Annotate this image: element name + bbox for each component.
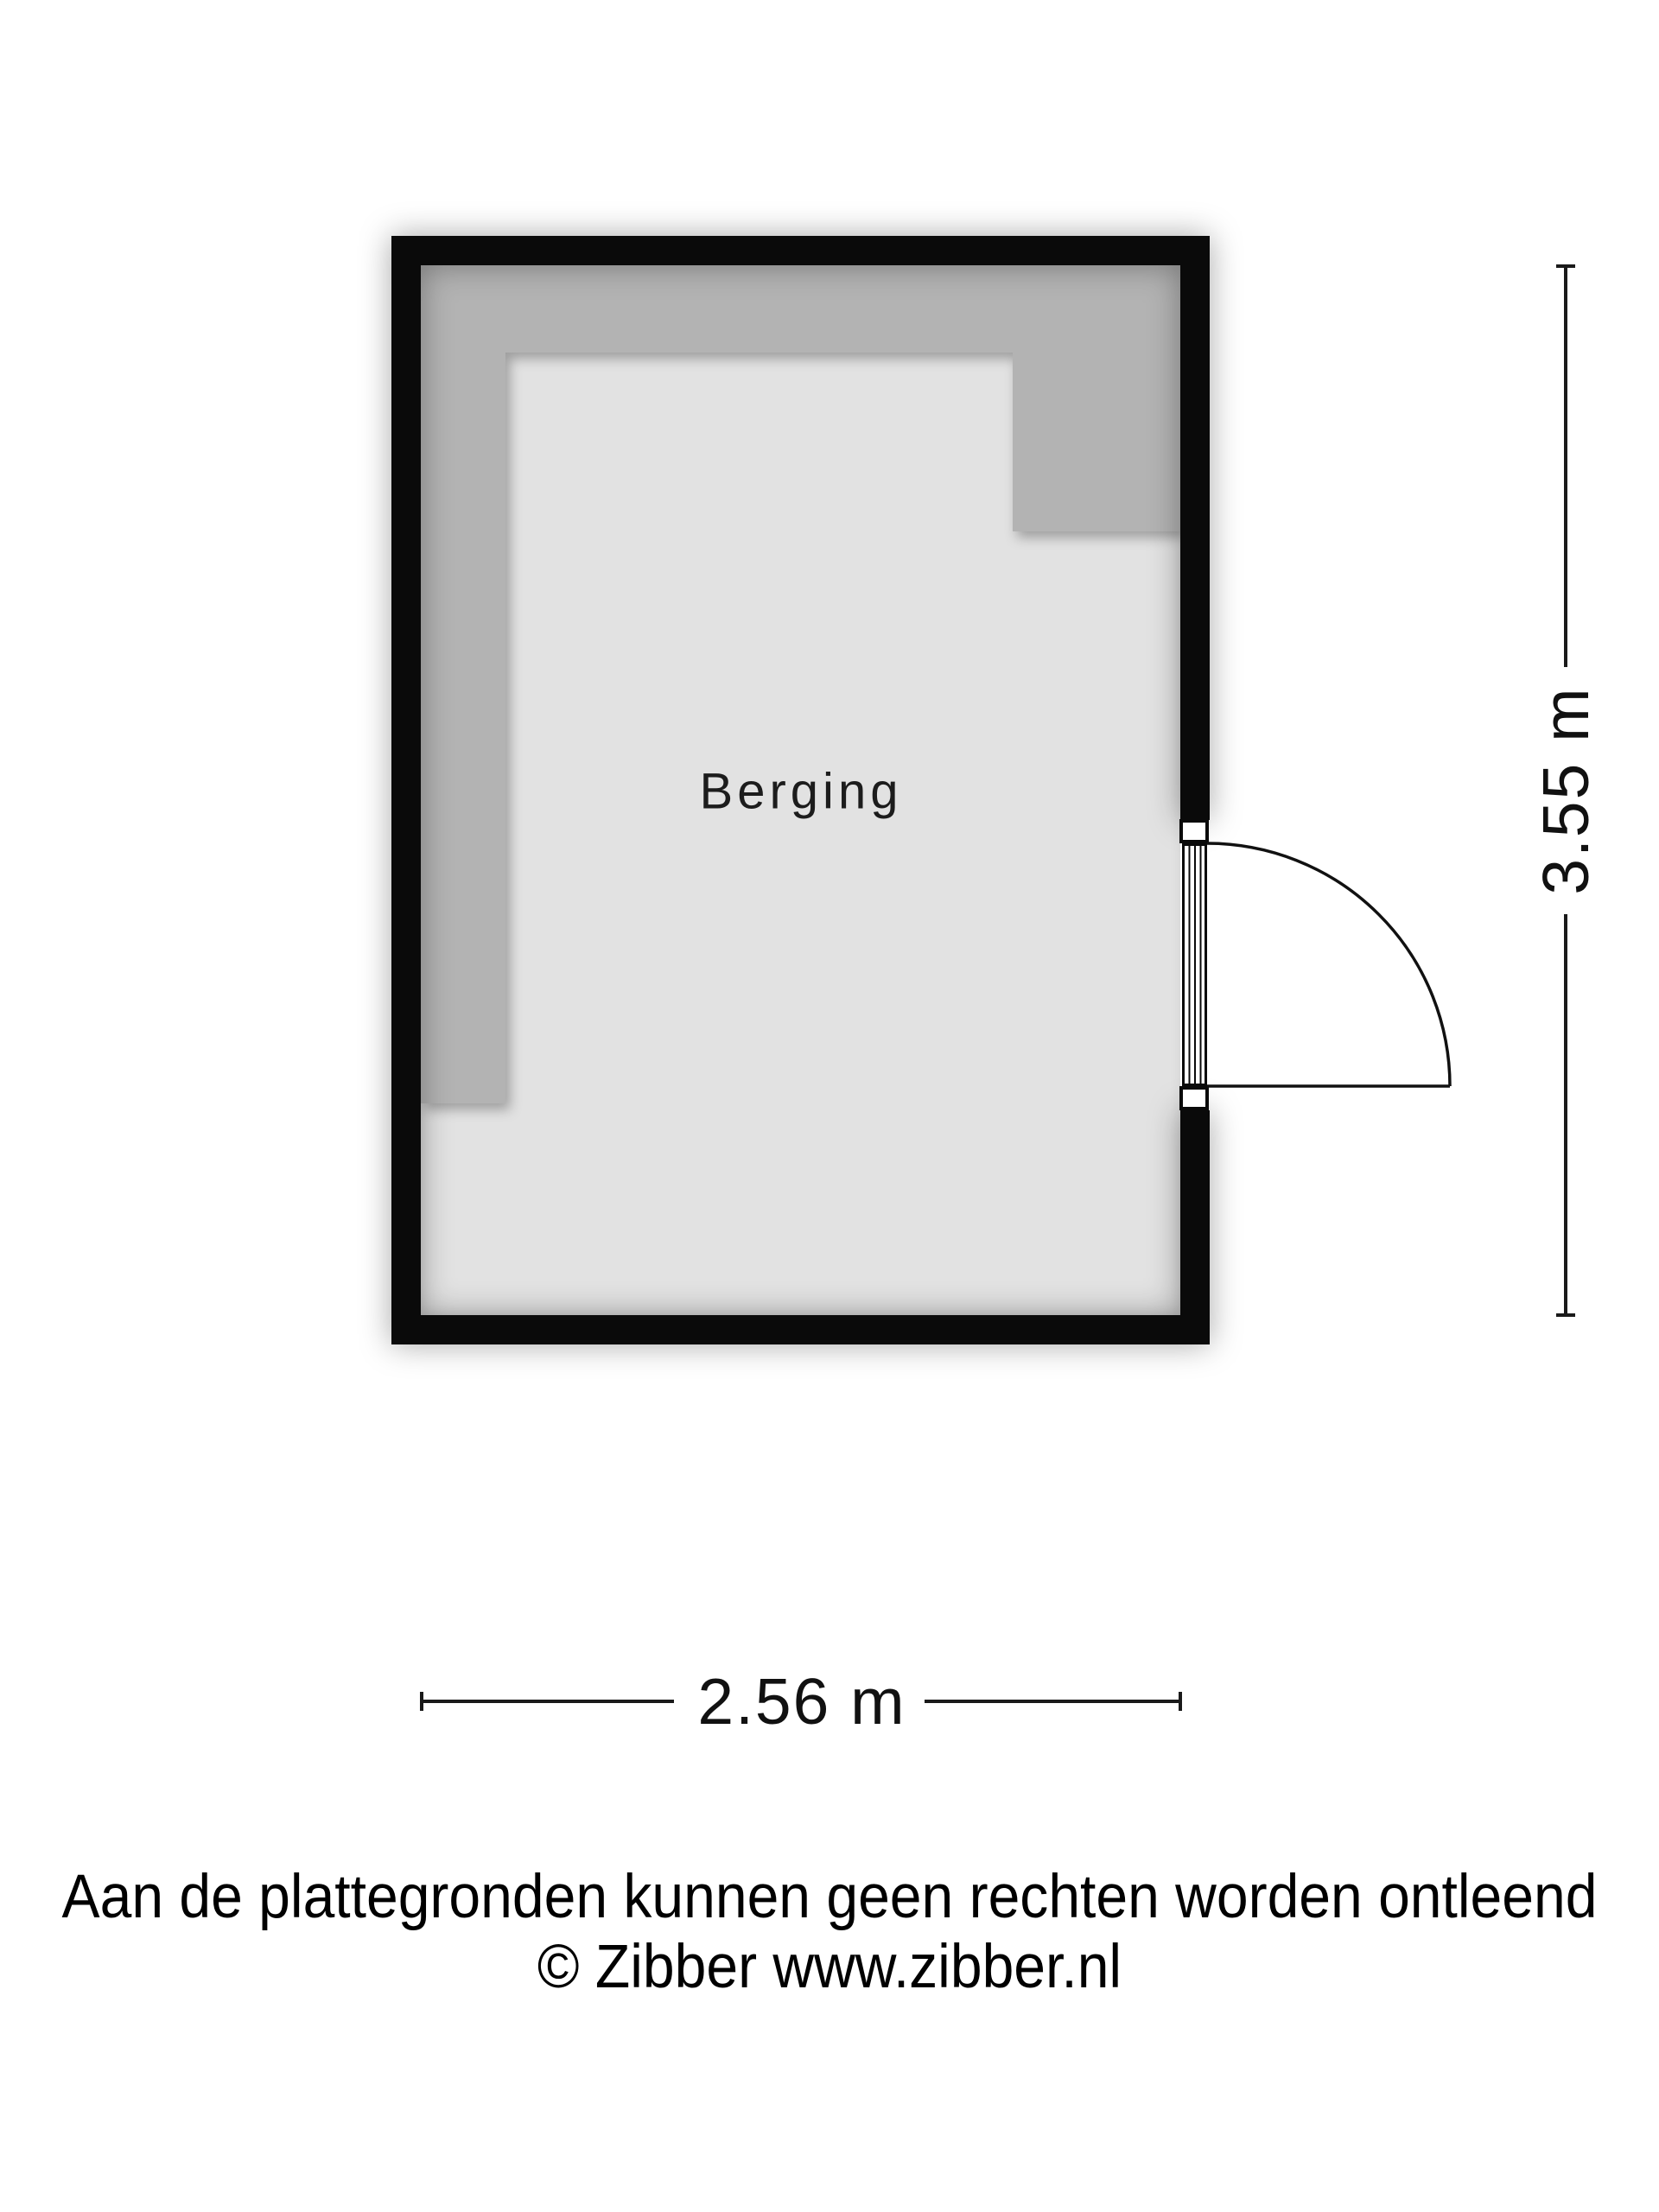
horizontal-dimension-line-right (925, 1700, 1180, 1703)
vertical-dimension-cap-bottom (1556, 1313, 1575, 1317)
horizontal-dimension-cap-right (1179, 1692, 1182, 1711)
wall-bottom (391, 1315, 1210, 1344)
door-arc-path (1207, 843, 1450, 1086)
disclaimer-text: Aan de plattegronden kunnen geen rechten worden ontleend (61, 1863, 1598, 1931)
wall-top (391, 236, 1210, 265)
room-label: Berging (699, 763, 903, 820)
vertical-dimension-line-lower (1564, 914, 1567, 1315)
wall-right-upper (1180, 265, 1210, 820)
vertical-dimension-line-upper (1564, 266, 1567, 667)
vertical-dimension-cap-top (1556, 264, 1575, 268)
wall-left (391, 265, 421, 1315)
horizontal-dimension-cap-left (420, 1692, 423, 1711)
footer (0, 1862, 1659, 2002)
vertical-dimension-label: 3.55 m (1529, 686, 1602, 895)
door-swing-arc (1205, 838, 1465, 1097)
horizontal-dimension-line-left (422, 1700, 674, 1703)
door-jamb-bottom (1179, 1086, 1209, 1110)
door-leaf (1182, 843, 1207, 1086)
wall-right-lower (1180, 1110, 1210, 1315)
door-jamb-top (1179, 819, 1209, 843)
horizontal-dimension-label: 2.56 m (689, 1664, 914, 1738)
copyright-text: © Zibber www.zibber.nl (537, 1933, 1122, 2001)
